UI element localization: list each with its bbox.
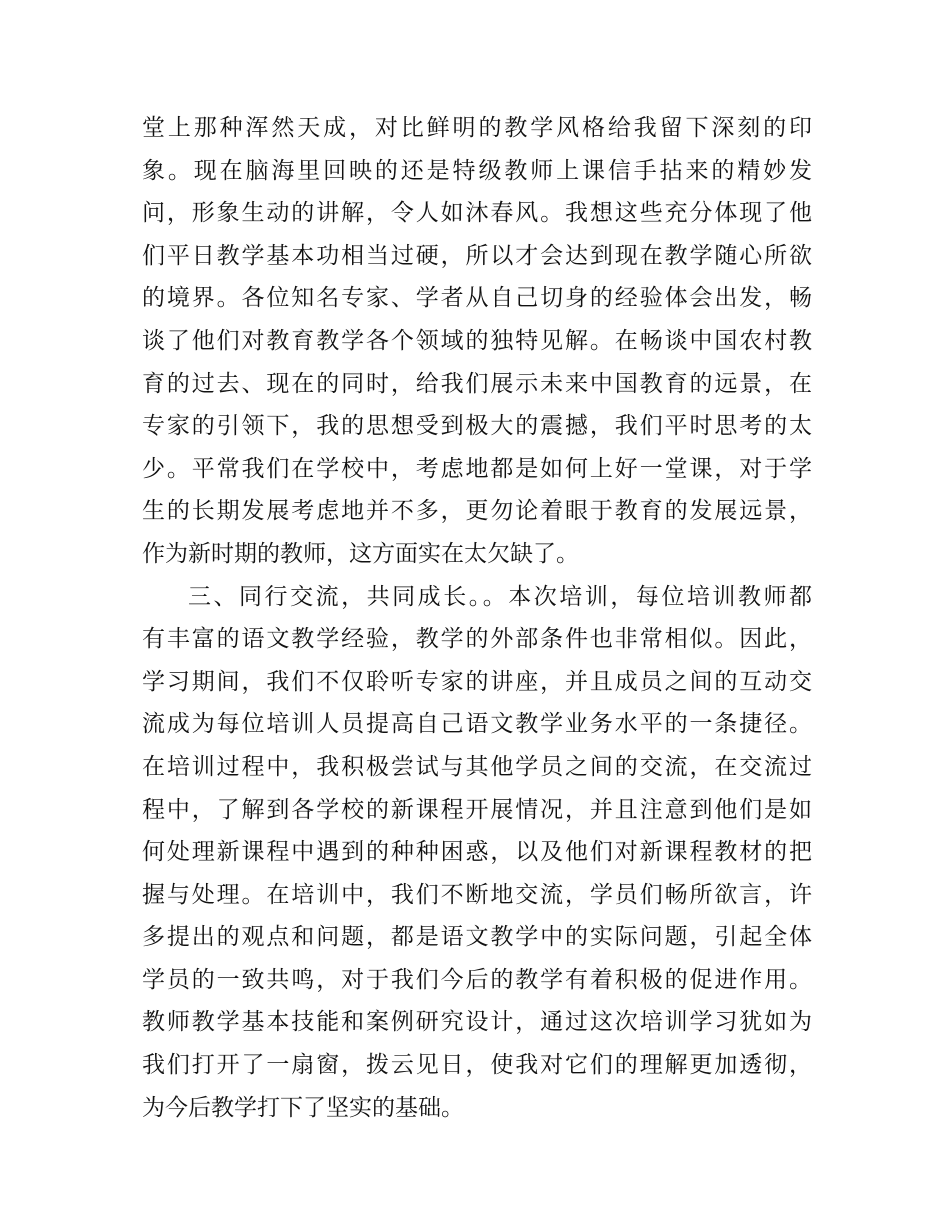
text-line: 学员的一致共鸣，对于我们今后的教学有着积极的促进作用。 [142, 966, 812, 993]
text-line: 为今后教学打下了坚实的基础。 [142, 1094, 464, 1121]
text-line: 流成为每位培训人员提高自己语文教学业务水平的一条捷径。 [142, 711, 812, 738]
text-line: 程中，了解到各学校的新课程开展情况，并且注意到他们是如 [142, 796, 812, 823]
paragraph-1 [142, 107, 812, 576]
text-line: 学习期间，我们不仅聆听专家的讲座，并且成员之间的互动交 [142, 668, 812, 695]
text-line: 握与处理。在培训中，我们不断地交流，学员们畅所欲言，许 [142, 881, 812, 908]
text-line: 教师教学基本技能和案例研究设计，通过这次培训学习犹如为 [142, 1009, 812, 1036]
text-line: 象。现在脑海里回映的还是特级教师上课信手拈来的精妙发 [142, 157, 812, 184]
text-line: 问，形象生动的讲解，令人如沐春风。我想这些充分体现了他 [142, 200, 812, 227]
document-body [142, 107, 812, 1129]
text-line: 少。平常我们在学校中，考虑地都是如何上好一堂课，对于学 [142, 455, 812, 482]
text-line: 堂上那种浑然天成，对比鲜明的教学风格给我留下深刻的印 [142, 115, 812, 141]
paragraph-2 [142, 576, 812, 1130]
text-line: 们平日教学基本功相当过硬，所以才会达到现在教学随心所欲 [142, 242, 812, 269]
text-line: 三、同行交流，共同成长。。本次培训，每位培训教师都 [188, 583, 812, 610]
text-line: 的境界。各位知名专家、学者从自己切身的经验体会出发，畅 [142, 285, 812, 312]
text-line: 有丰富的语文教学经验，教学的外部条件也非常相似。因此， [142, 626, 812, 653]
text-line: 我们打开了一扇窗，拨云见日，使我对它们的理解更加透彻， [142, 1052, 812, 1079]
text-line: 何处理新课程中遇到的种种困惑，以及他们对新课程教材的把 [142, 839, 812, 866]
text-line: 生的长期发展考虑地并不多，更勿论着眼于教育的发展远景， [142, 498, 812, 525]
text-line: 育的过去、现在的同时，给我们展示未来中国教育的远景，在 [142, 370, 812, 397]
text-line: 在培训过程中，我积极尝试与其他学员之间的交流，在交流过 [142, 753, 812, 780]
text-line: 谈了他们对教育教学各个领域的独特见解。在畅谈中国农村教 [142, 327, 812, 354]
text-line: 作为新时期的教师，这方面实在太欠缺了。 [142, 540, 579, 567]
text-line: 专家的引领下，我的思想受到极大的震撼，我们平时思考的太 [142, 413, 812, 440]
text-line: 多提出的观点和问题，都是语文教学中的实际问题，引起全体 [142, 924, 812, 951]
